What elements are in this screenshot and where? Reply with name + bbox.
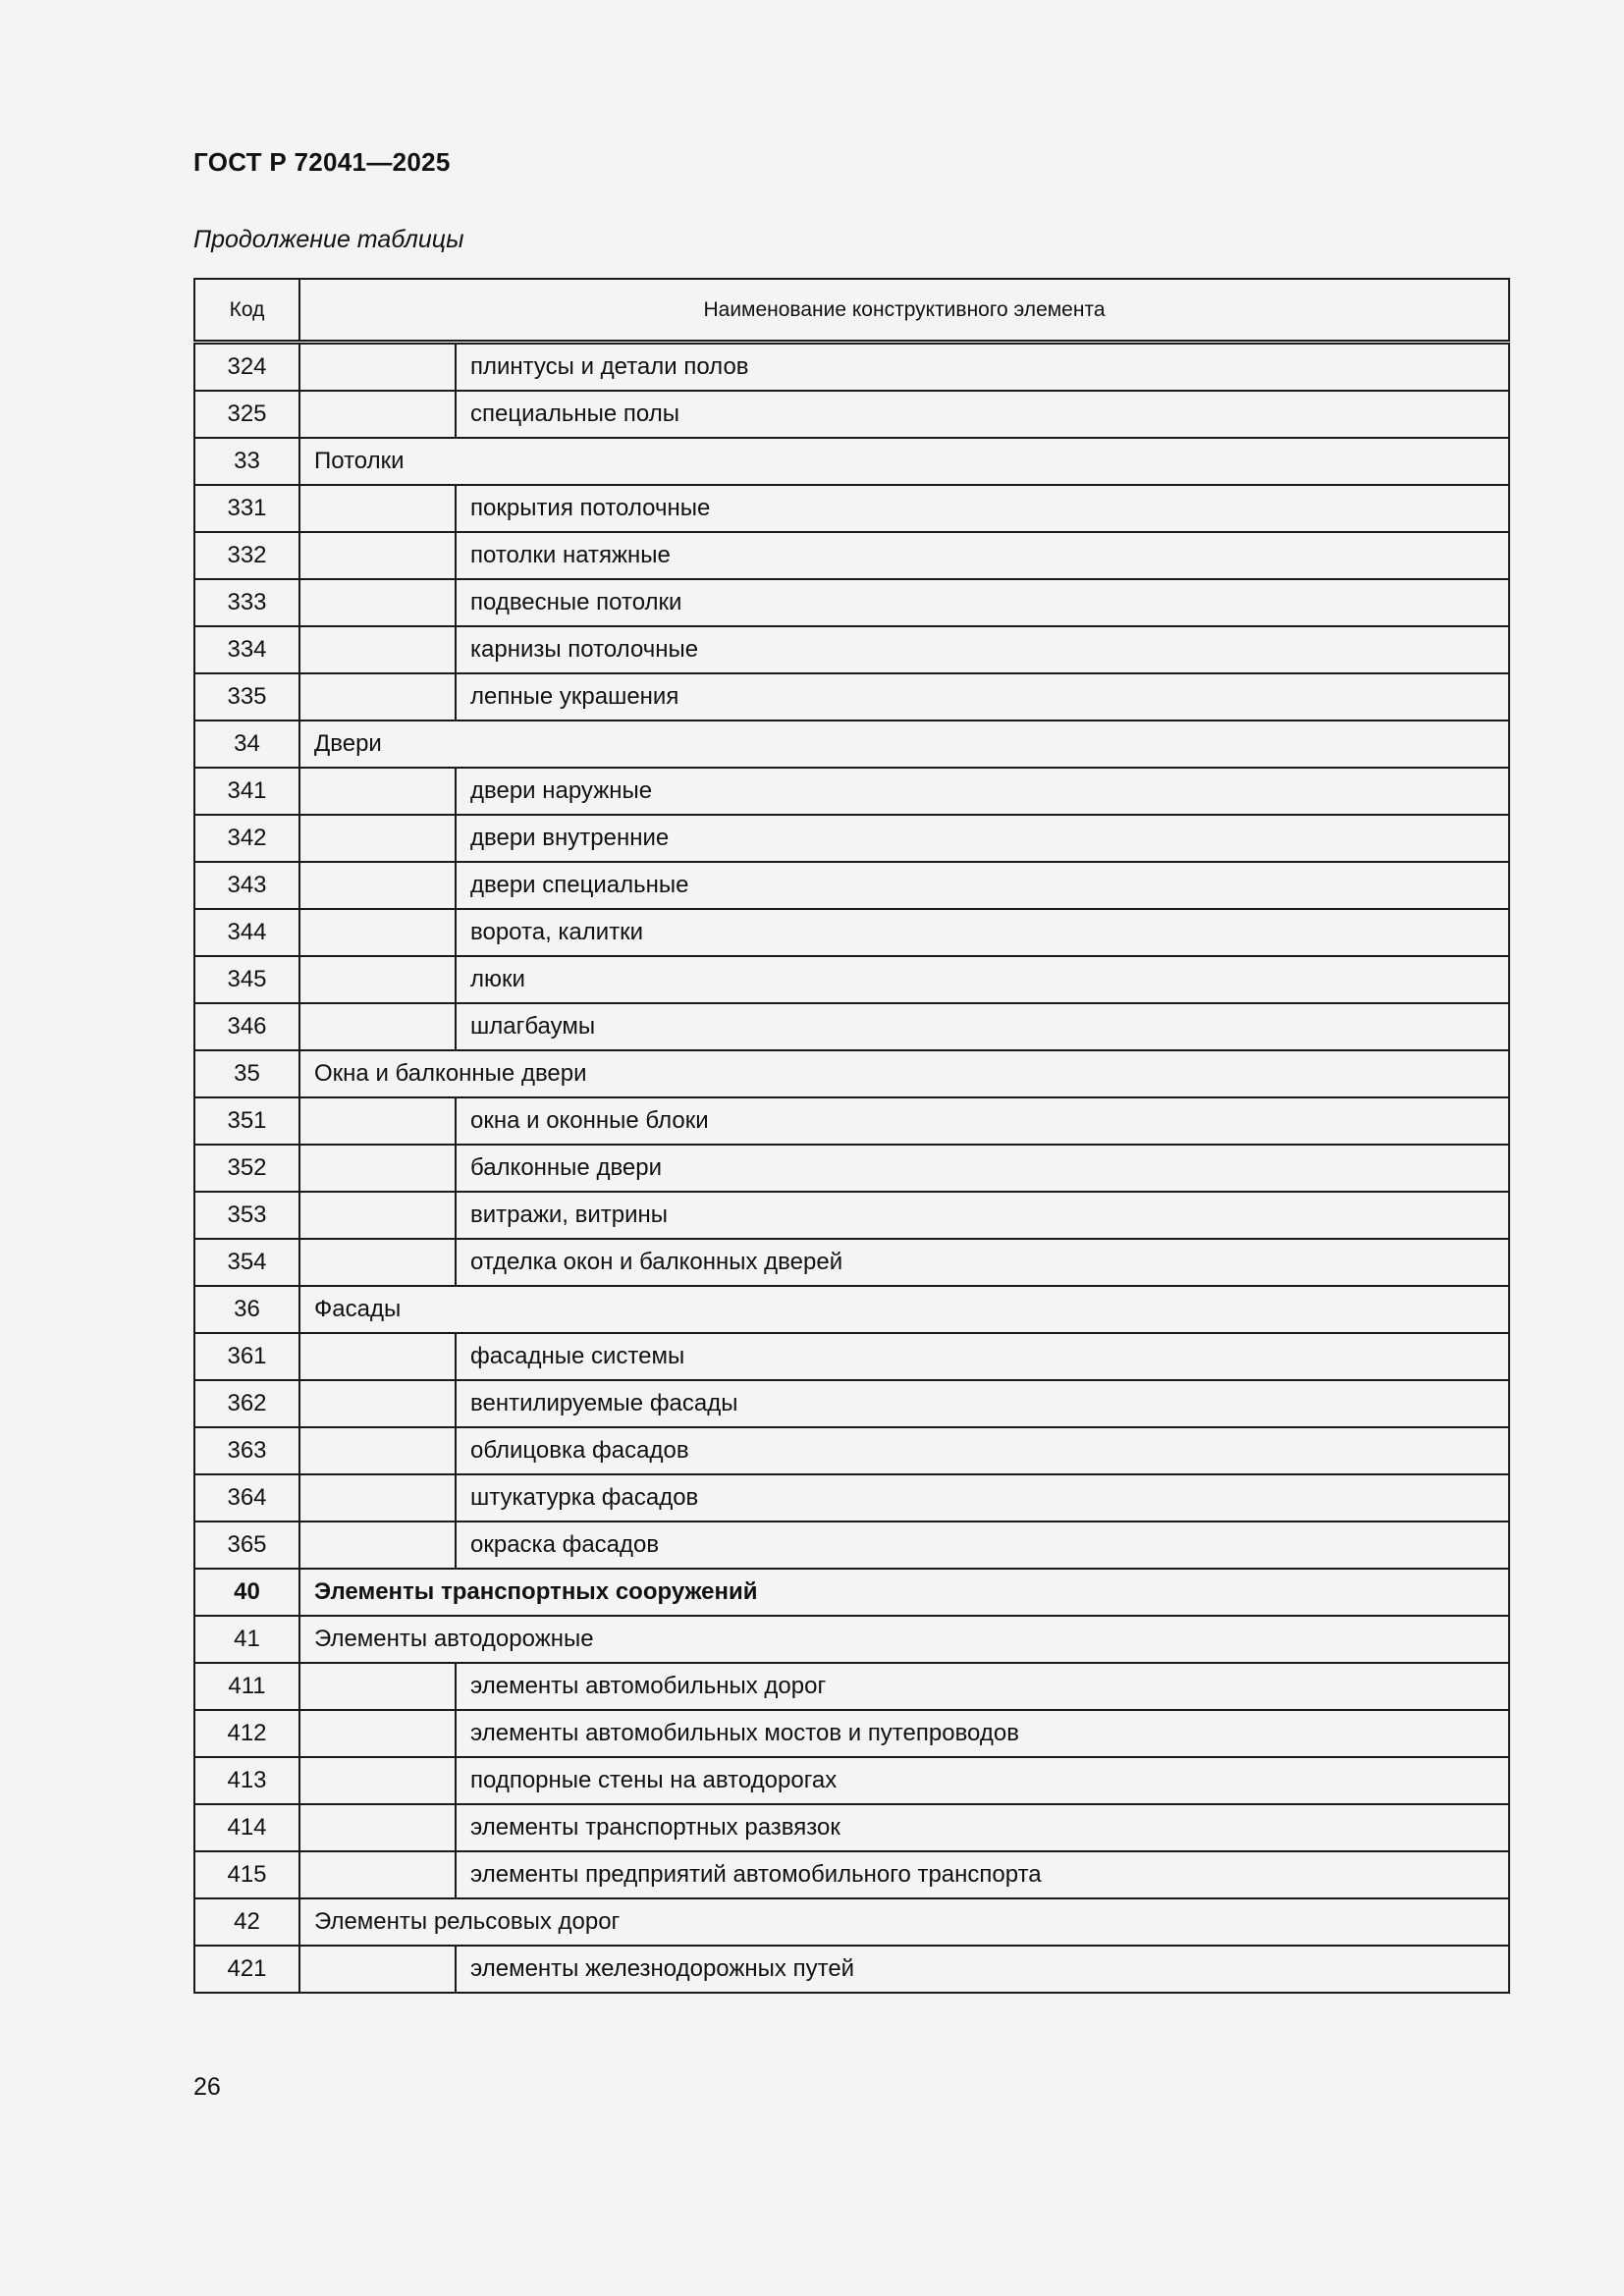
table-row — [194, 1239, 1509, 1286]
row-indent-cell — [299, 626, 456, 673]
row-name: двери внутренние — [456, 815, 1509, 862]
row-code: 342 — [194, 815, 299, 862]
row-indent-cell — [299, 1946, 456, 1993]
table-caption: Продолжение таблицы — [193, 226, 464, 253]
row-indent-cell — [299, 862, 456, 909]
row-name: балконные двери — [456, 1145, 1509, 1192]
row-indent-cell — [299, 1239, 456, 1286]
row-indent-cell — [299, 815, 456, 862]
row-indent-cell — [299, 1663, 456, 1710]
table-row — [194, 815, 1509, 862]
row-name: двери специальные — [456, 862, 1509, 909]
row-indent-cell — [299, 1145, 456, 1192]
row-code: 42 — [194, 1898, 299, 1946]
row-indent-cell — [299, 343, 456, 392]
table-row — [194, 956, 1509, 1003]
row-name-subgroup: Потолки — [299, 438, 1509, 485]
row-code: 35 — [194, 1050, 299, 1097]
row-name: подвесные потолки — [456, 579, 1509, 626]
row-code: 354 — [194, 1239, 299, 1286]
row-indent-cell — [299, 768, 456, 815]
row-indent-cell — [299, 485, 456, 532]
page-number: 26 — [193, 2073, 221, 2101]
row-indent-cell — [299, 579, 456, 626]
row-name: элементы автомобильных дорог — [456, 1663, 1509, 1710]
table-row — [194, 862, 1509, 909]
table-row — [194, 1333, 1509, 1380]
row-indent-cell — [299, 391, 456, 438]
row-name-subgroup: Окна и балконные двери — [299, 1050, 1509, 1097]
row-name: элементы автомобильных мостов и путепроводов — [456, 1710, 1509, 1757]
row-code: 421 — [194, 1946, 299, 1993]
row-code: 345 — [194, 956, 299, 1003]
table-row — [194, 1474, 1509, 1522]
row-code: 415 — [194, 1851, 299, 1898]
row-code: 365 — [194, 1522, 299, 1569]
row-indent-cell — [299, 956, 456, 1003]
table-row — [194, 1851, 1509, 1898]
row-code: 34 — [194, 721, 299, 768]
row-name: отделка окон и балконных дверей — [456, 1239, 1509, 1286]
table-row — [194, 626, 1509, 673]
row-code: 344 — [194, 909, 299, 956]
row-name: облицовка фасадов — [456, 1427, 1509, 1474]
row-code: 346 — [194, 1003, 299, 1050]
table-row — [194, 1097, 1509, 1145]
row-indent-cell — [299, 1474, 456, 1522]
row-name: шлагбаумы — [456, 1003, 1509, 1050]
row-name: покрытия потолочные — [456, 485, 1509, 532]
table-row — [194, 1050, 1509, 1097]
row-indent-cell — [299, 1804, 456, 1851]
table-row — [194, 1804, 1509, 1851]
row-code: 413 — [194, 1757, 299, 1804]
table-row — [194, 343, 1509, 392]
table-row — [194, 1380, 1509, 1427]
row-indent-cell — [299, 1003, 456, 1050]
row-name: двери наружные — [456, 768, 1509, 815]
row-name: окна и оконные блоки — [456, 1097, 1509, 1145]
row-name: плинтусы и детали полов — [456, 343, 1509, 392]
row-code: 41 — [194, 1616, 299, 1663]
row-name: потолки натяжные — [456, 532, 1509, 579]
table-row — [194, 532, 1509, 579]
row-code: 332 — [194, 532, 299, 579]
row-code: 411 — [194, 1663, 299, 1710]
table-row — [194, 1663, 1509, 1710]
row-code: 343 — [194, 862, 299, 909]
table-row — [194, 391, 1509, 438]
row-code: 334 — [194, 626, 299, 673]
row-indent-cell — [299, 1333, 456, 1380]
row-name: элементы транспортных развязок — [456, 1804, 1509, 1851]
row-code: 363 — [194, 1427, 299, 1474]
row-name-subgroup: Двери — [299, 721, 1509, 768]
table-row — [194, 1003, 1509, 1050]
table-row — [194, 579, 1509, 626]
table-row — [194, 1286, 1509, 1333]
table-row — [194, 1710, 1509, 1757]
row-indent-cell — [299, 1757, 456, 1804]
row-name: окраска фасадов — [456, 1522, 1509, 1569]
row-name: элементы предприятий автомобильного транспорта — [456, 1851, 1509, 1898]
row-name-subgroup: Фасады — [299, 1286, 1509, 1333]
row-name: лепные украшения — [456, 673, 1509, 721]
row-indent-cell — [299, 673, 456, 721]
row-code: 333 — [194, 579, 299, 626]
table-row — [194, 1757, 1509, 1804]
row-name-subgroup: Элементы автодорожные — [299, 1616, 1509, 1663]
row-name-subgroup: Элементы рельсовых дорог — [299, 1898, 1509, 1946]
table-row — [194, 768, 1509, 815]
row-code: 361 — [194, 1333, 299, 1380]
row-code: 351 — [194, 1097, 299, 1145]
row-code: 40 — [194, 1569, 299, 1616]
row-code: 33 — [194, 438, 299, 485]
row-indent-cell — [299, 532, 456, 579]
column-header-name: Наименование конструктивного элемента — [299, 279, 1509, 343]
row-indent-cell — [299, 909, 456, 956]
row-indent-cell — [299, 1851, 456, 1898]
row-name: элементы железнодорожных путей — [456, 1946, 1509, 1993]
table-row — [194, 1427, 1509, 1474]
row-name: ворота, калитки — [456, 909, 1509, 956]
row-name: специальные полы — [456, 391, 1509, 438]
row-code: 36 — [194, 1286, 299, 1333]
classifier-table — [193, 278, 1510, 1994]
table-row — [194, 909, 1509, 956]
column-header-code: Код — [194, 279, 299, 343]
row-name: витражи, витрины — [456, 1192, 1509, 1239]
table-row — [194, 673, 1509, 721]
row-name-group: Элементы транспортных сооружений — [299, 1569, 1509, 1616]
row-code: 414 — [194, 1804, 299, 1851]
row-indent-cell — [299, 1192, 456, 1239]
row-code: 335 — [194, 673, 299, 721]
row-indent-cell — [299, 1097, 456, 1145]
row-name: вентилируемые фасады — [456, 1380, 1509, 1427]
row-code: 325 — [194, 391, 299, 438]
row-indent-cell — [299, 1380, 456, 1427]
table-row — [194, 1616, 1509, 1663]
row-name: люки — [456, 956, 1509, 1003]
table-row — [194, 1145, 1509, 1192]
table-row — [194, 721, 1509, 768]
table-row — [194, 1192, 1509, 1239]
table-header-row — [194, 279, 1509, 343]
table-row — [194, 1946, 1509, 1993]
table-row — [194, 1898, 1509, 1946]
row-code: 353 — [194, 1192, 299, 1239]
row-code: 331 — [194, 485, 299, 532]
row-indent-cell — [299, 1522, 456, 1569]
row-code: 412 — [194, 1710, 299, 1757]
row-code: 324 — [194, 343, 299, 392]
document-header: ГОСТ Р 72041—2025 — [193, 147, 451, 177]
row-name: фасадные системы — [456, 1333, 1509, 1380]
row-name: подпорные стены на автодорогах — [456, 1757, 1509, 1804]
table-body — [194, 343, 1509, 1994]
row-name: карнизы потолочные — [456, 626, 1509, 673]
row-code: 364 — [194, 1474, 299, 1522]
row-name: штукатурка фасадов — [456, 1474, 1509, 1522]
table-row — [194, 1569, 1509, 1616]
row-indent-cell — [299, 1427, 456, 1474]
row-code: 362 — [194, 1380, 299, 1427]
table-row — [194, 485, 1509, 532]
row-code: 352 — [194, 1145, 299, 1192]
table-row — [194, 438, 1509, 485]
row-indent-cell — [299, 1710, 456, 1757]
table-row — [194, 1522, 1509, 1569]
row-code: 341 — [194, 768, 299, 815]
